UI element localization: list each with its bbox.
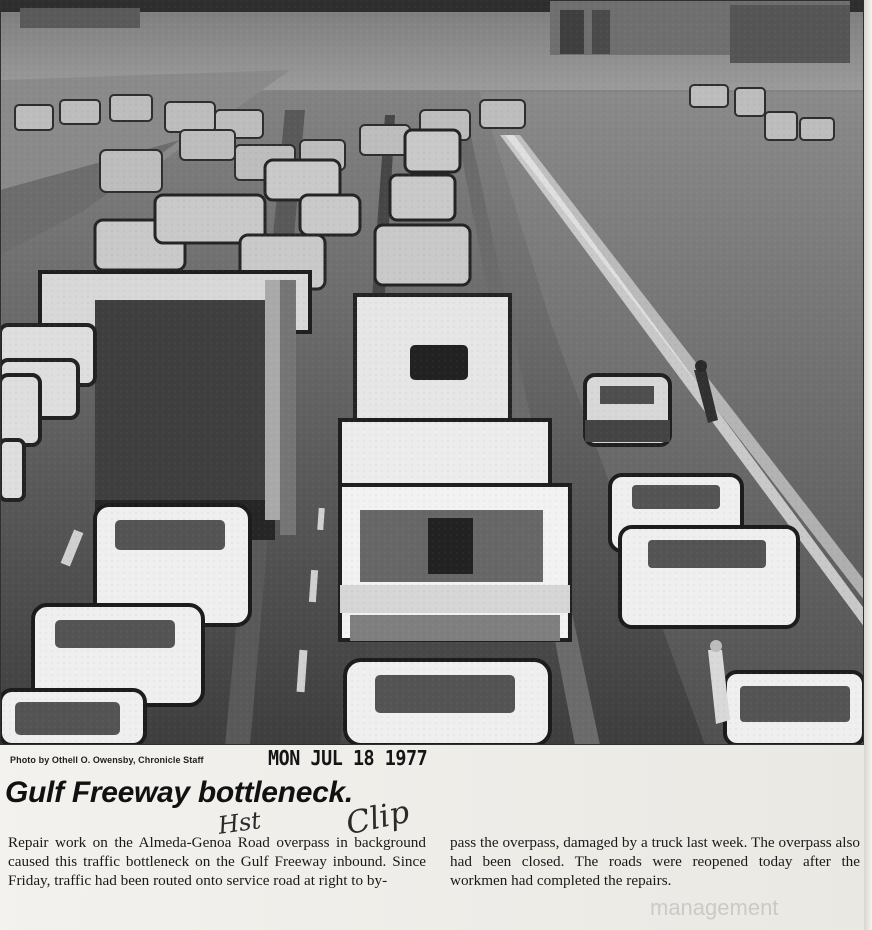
bleed-through-text: management [650,895,779,920]
handwritten-note-clip: Clip [342,793,413,843]
date-stamp: MON JUL 18 1977 [268,746,428,770]
paper-edge [864,0,872,930]
headline: Gulf Freeway bottleneck. [5,776,353,809]
caption-text-left: Repair work on the Almeda-Genoa Road overpass in background caused this traffic bottleneck on the Gulf Freeway inbound. Since Friday, traffic had been routed onto service road at right to by- [8,834,426,889]
caption-text-right: pass the overpass, damaged by a truck last week. The overpass also had been closed. The roads were reopened today after the workmen had completed the repairs. [450,834,860,889]
caption-column-right [450,833,860,890]
photo-credit: Photo by Othell O. Owensby, Chronicle Staff [10,755,204,765]
handwritten-note-hst: Hst [216,806,263,840]
caption-column-left [8,833,426,890]
